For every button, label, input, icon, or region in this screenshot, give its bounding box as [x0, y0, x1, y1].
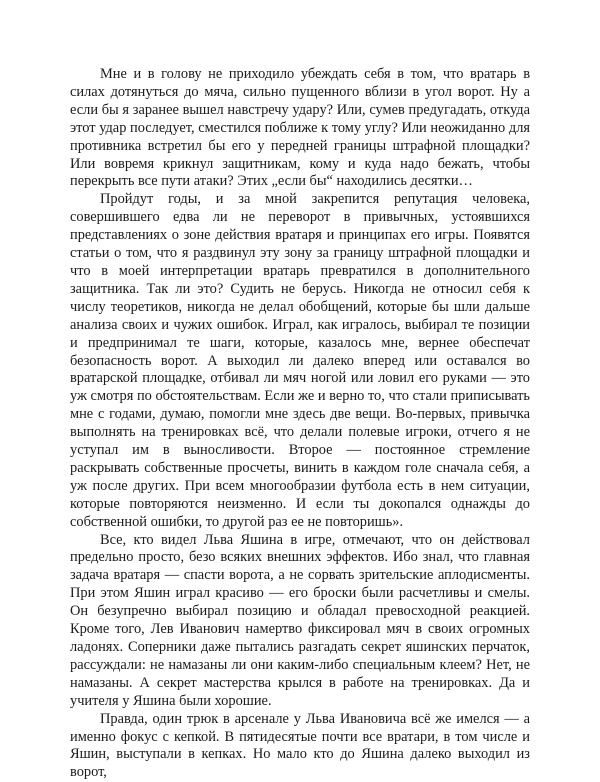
paragraph: Пройдут годы, и за мной закрепится репутация человека, совершившего едва ли не переворот в привычных, устоявшихся представлениях о зоне действия вратаря и принципах его игры. Появятся статьи о том, что я раздвинул эту зону за границу штрафной площадки и что в моей интерпретации вратарь превратился в дополнительного защитника. Так ли это? Судить не берусь. Никогда не относил себя к числу теоретиков, никогда не делал обобщений, которые бы шли дальше анализа своих и чужих ошибок. Играл, как игралось, выбирал те позиции и предпринимал те шаги, которые, казалось мне, вернее обеспечат безопасность ворот. А выходил ли далеко вперед или оставался во вратарской площадке, отбивал ли мяч ногой или ловил его руками — это уж смотря по обстоятельствам. Если же и верно то, что стали приписывать мне с годами, думаю, помогли мне здесь две вещи. Во-первых, привычка выполнять на тренировках всё, что делали полевые игроки, отчего я не уступал им в выносливости. Второе — постоянное стремление раскрывать собственные просчеты, винить в каждом голе сначала себя, а уж после других. При всем многообразии футбола есть в нем ситуации, которые повторяются неизменно. И если ты докопался однажды до собственной ошибки, то другой раз ее не повторишь». [70, 191, 530, 530]
paragraph: Правда, один трюк в арсенале у Льва Ивановича всё же имелся — а именно фокус с кепкой. В пятидесятые почти все вратари, в том числе и Яшин, выступали в кепках. Но мало кто до Яшина далеко выходил из ворот, [70, 710, 530, 781]
paragraph: Все, кто видел Льва Яшина в игре, отмечают, что он действовал предельно просто, безо всяких внешних эффектов. Ибо знал, что главная задача вратаря — спасти ворота, а не сорвать зрительские аплодисменты. При этом Яшин играл красиво — его броски были расчетливы и смелы. Он безупречно выбирал позицию и обладал превосходной реакцией. Кроме того, Лев Иванович намертво фиксировал мяч в своих огромных ладонях. Соперники даже пытались разгадать секрет яшинских перчаток, рассуждали: не намазаны ли они каким-либо специальным клеем? Нет, не намазаны. А секрет мастерства крылся в работе на тренировках. Да и учителя у Яшина были хорошие. [70, 531, 530, 709]
document-page [70, 66, 530, 782]
paragraph: Мне и в голову не приходило убеждать себя в том, что вратарь в силах дотянуться до мяча, сильно пущенного вблизи в угол ворот. Ну а если бы я заранее вышел навстречу удару? Или, сумев предугадать, откуда этот удар последует, сместился поближе к тому углу? Или неожиданно для противника встретил бы его у передней границы штрафной площадки? Или вовремя крикнул защитникам, кому и куда надо бежать, чтобы перекрыть все пути атаки? Этих „если бы“ находились десятки… [70, 66, 530, 190]
